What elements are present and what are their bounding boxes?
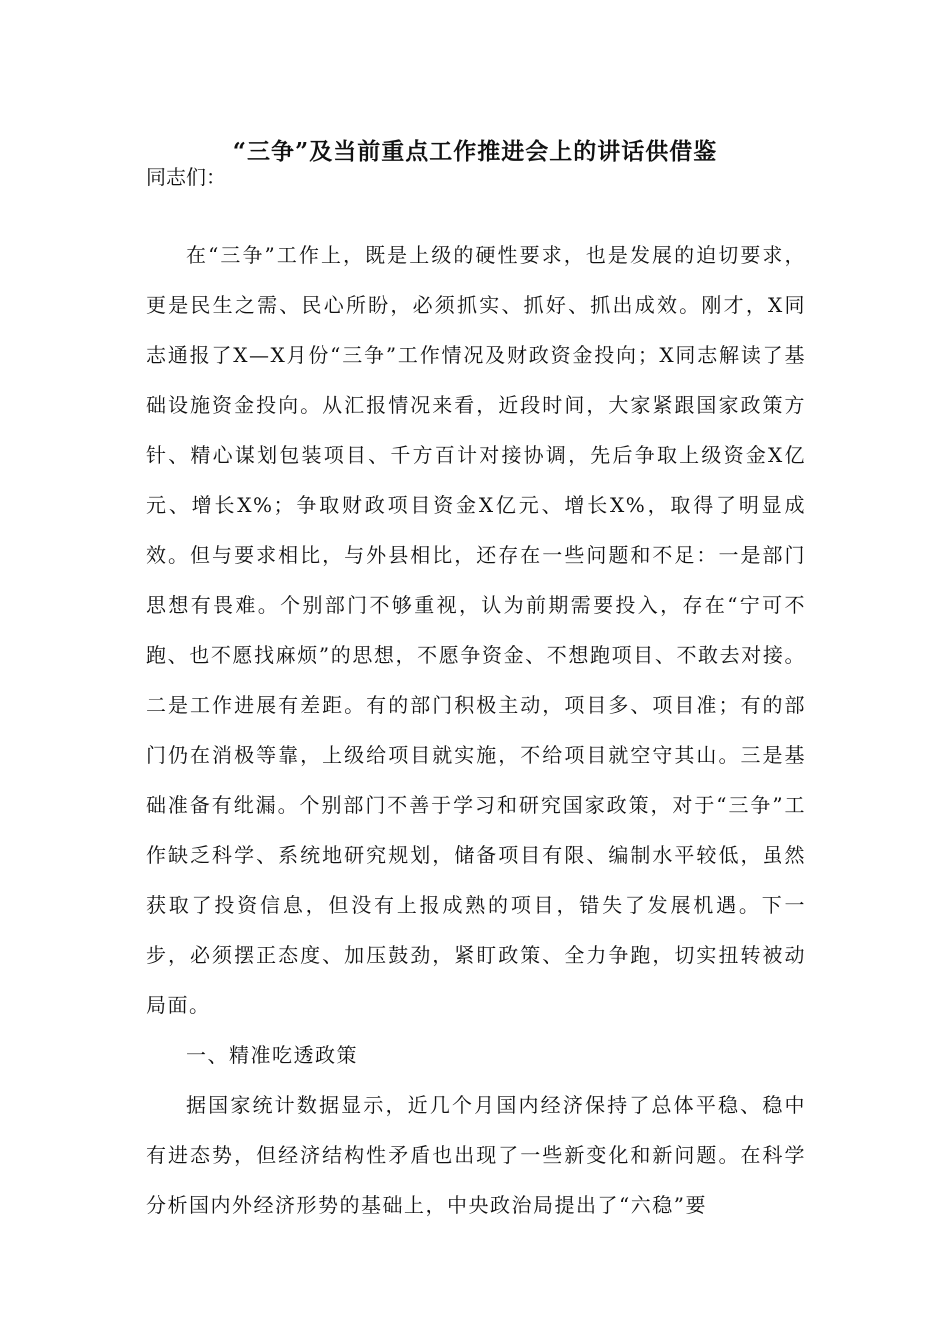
section-heading-1: 一、精准吃透政策 — [186, 1043, 358, 1067]
paragraph-policy: 据国家统计数据显示，近几个月国内经济保持了总体平稳、稳中有进态势，但经济结构性矛盾也出现了一些新变化和新问题。在科学分析国内外经济形势的基础上，中央政治局提出了“六稳”要 — [146, 1093, 806, 1217]
document-title: “三争”及当前重点工作推进会上的讲话供借鉴 — [232, 138, 718, 165]
document-body — [146, 230, 806, 1230]
paragraph-intro: 在“三争”工作上，既是上级的硬性要求，也是发展的迫切要求，更是民生之需、民心所盼，必须抓实、抓好、抓出成效。刚才，X同志通报了X—X月份“三争”工作情况及财政资金投向；X同志解读了基础设施资金投向。从汇报情况来看，近段时间，大家紧跟国家政策方针、精心谋划包装项目、千方百计对接协调，先后争取上级资金X亿元、增长X%；争取财政项目资金X亿元、增长X%，取得了明显成效。但与要求相比，与外县相比，还存在一些问题和不足：一是部门思想有畏难。个别部门不够重视，认为前期需要投入，存在“宁可不跑、也不愿找麻烦”的思想，不愿争资金、不想跑项目、不敢去对接。二是工作进展有差距。有的部门积极主动，项目多、项目准；有的部门仍在消极等靠，上级给项目就实施，不给项目就空守其山。三是基础准备有纰漏。个别部门不善于学习和研究国家政策，对于“三争”工作缺乏科学、系统地研究规划，储备项目有限、编制水平较低，虽然获取了投资信息，但没有上报成熟的项目，错失了发展机遇。下一步，必须摆正态度、加压鼓劲，紧盯政策、全力争跑，切实扭转被动局面。 — [146, 243, 806, 1017]
greeting: 同志们： — [146, 165, 226, 189]
